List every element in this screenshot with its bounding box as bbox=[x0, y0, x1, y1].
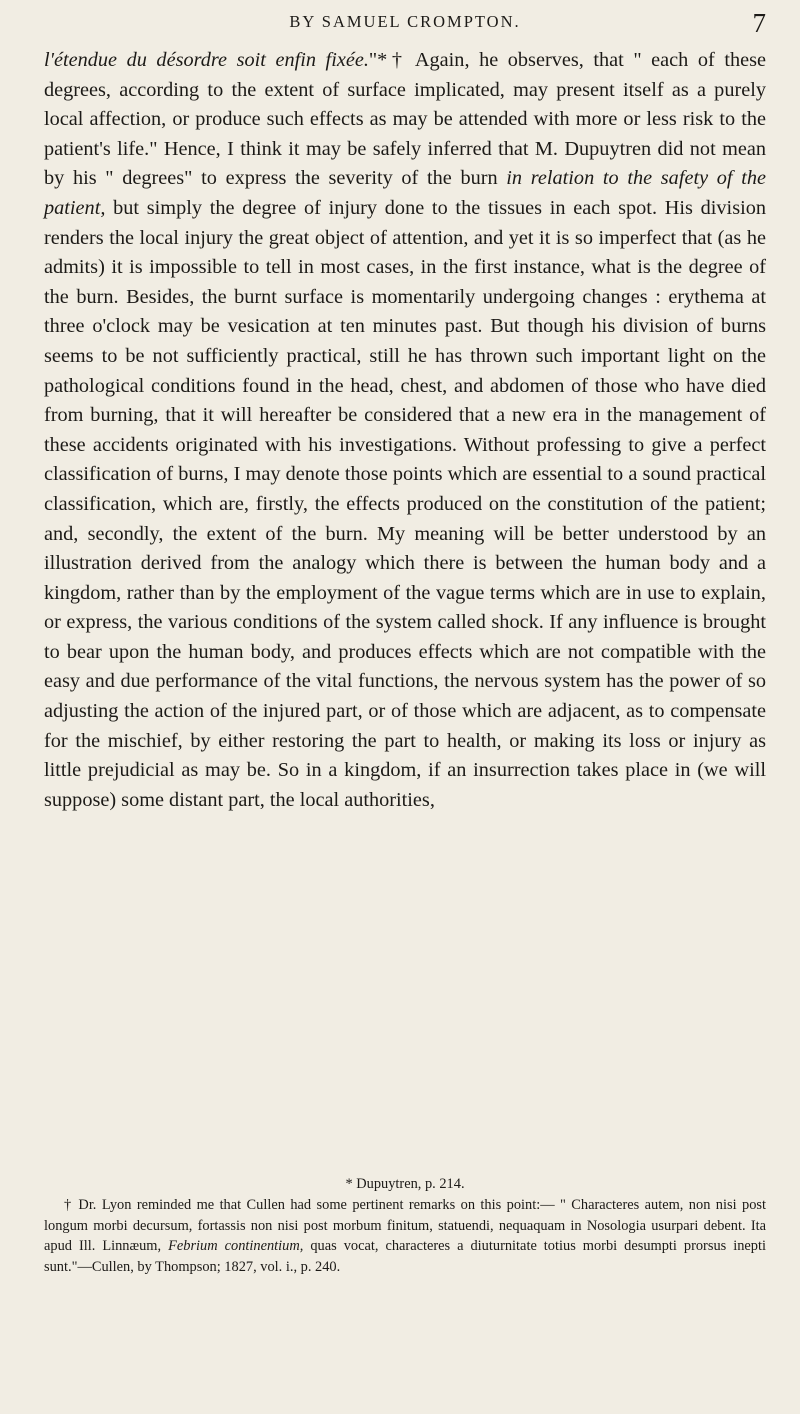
french-quote: l'étendue du désordre soit enfin fixée. bbox=[44, 49, 369, 71]
body-paragraph bbox=[44, 46, 766, 815]
footnote-text-run: † Dr. Lyon reminded me that Cullen had some pertinent remarks on this point:— " Characteres autem, non nisi post longum morbi decursum, fortassis non nisi post morbum finitum, statuendi, nequaquam in Nosologia usurpari debent. Ita apud Ill. Linnæum, bbox=[44, 1196, 766, 1255]
body-text-run: "*† Again, he observes, that " each of these degrees, according to the extent of surface implicated, may present itself as a purely local affection, or produce such effects as may be attended with more or less risk to the patient's life." Hence, I think it may be safely inferred that M. Dupuytren did not mean by his " degrees" to express the severity of the burn bbox=[44, 49, 766, 190]
footnote-italic: Febrium continentium, bbox=[168, 1238, 304, 1255]
italic-phrase: in relation to the safety of the patient, bbox=[44, 167, 767, 219]
body-text bbox=[44, 46, 766, 815]
footnote-dagger bbox=[44, 1195, 766, 1278]
footnote-star: * Dupuytren, p. 214. bbox=[345, 1176, 465, 1192]
page-number: 7 bbox=[752, 8, 766, 38]
footnote-text-run: quas vocat, characteres a diuturnitate totius morbi desumpti prorsus inepti sunt."—Cullen, by Thompson; 1827, vol. i., p. 240. bbox=[44, 1238, 766, 1276]
footnotes bbox=[44, 1174, 766, 1278]
body-text-run: but simply the degree of injury done to the tissues in each spot. His division renders the local injury the great object of attention, and yet it is so imperfect that (as he admits) it is impossible to tell in most cases, in the first instance, what is the degree of the burn. Besides, the burnt surface is momentarily undergoing changes : erythema at three o'clock may be vesication at ten minutes past. But though his division of burns seems to be not sufficiently practical, still he has thrown such important light on the pathological conditions found in the head, chest, and abdomen of those who have died from burning, that it will hereafter be considered that a new era in the management of these accidents originated with his investigations. Without professing to give a perfect classification of burns, I may denote those points which are essential to a sound practical classification, which are, firstly, the effects produced on the constitution of the patient; and, secondly, the extent of the burn. My meaning will be better understood by an illustration derived from the analogy which there is between the human body and a kingdom, rather than by the employment of the vague terms which are in use to explain, or express, the various conditions of the system called shock. If any influence is brought to bear upon the human body, and produces effects which are not compatible with the easy and due performance of the vital functions, the nervous system has the power of so adjusting the action of the injured part, or of those which are adjacent, as to compensate for the mischief, by either restoring the part to health, or making its loss or injury as little prejudicial as may be. So in a kingdom, if an insurrection takes place in (we will suppose) some distant part, the local authorities, bbox=[44, 196, 766, 811]
running-head: BY SAMUEL CROMPTON. bbox=[289, 12, 521, 31]
page-header bbox=[44, 8, 766, 44]
